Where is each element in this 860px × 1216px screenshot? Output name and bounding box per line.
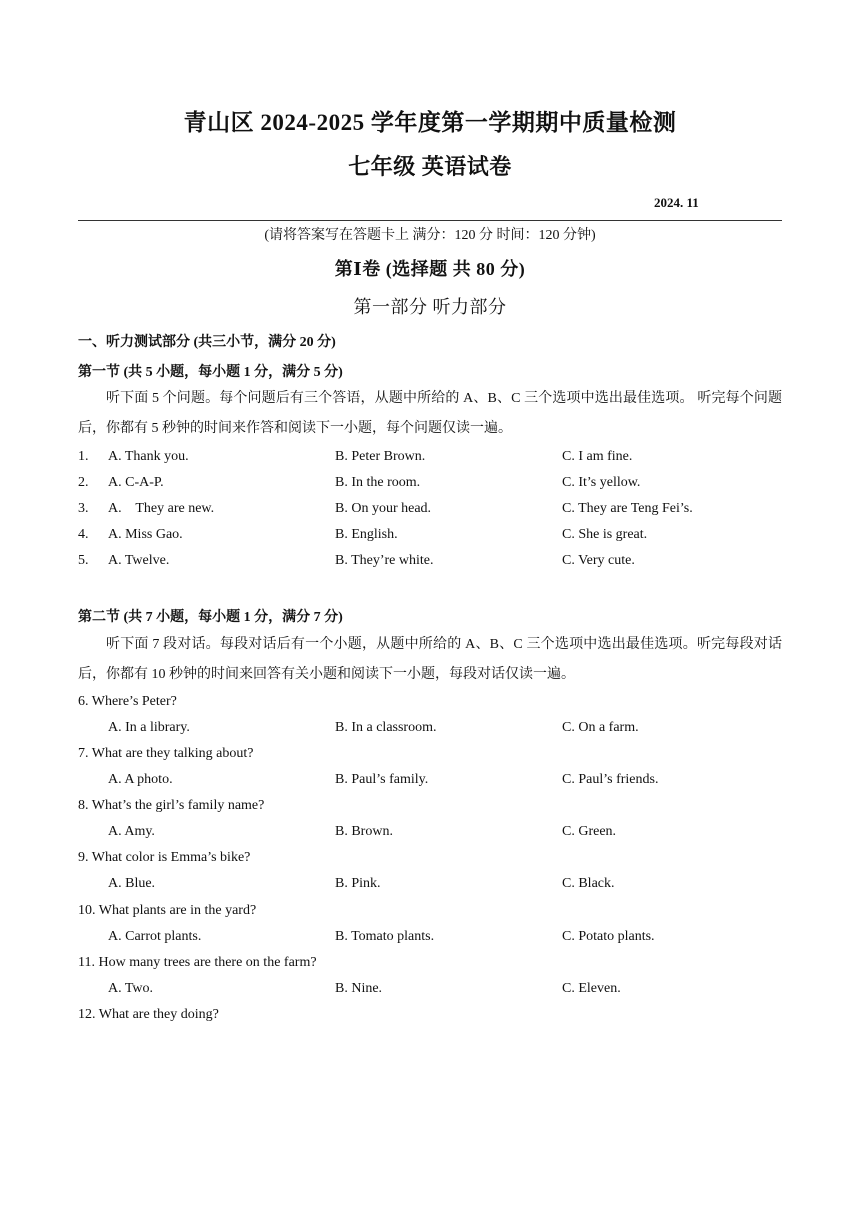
option-c: C. Eleven.: [562, 981, 621, 996]
question-item: [78, 553, 782, 575]
question-number: 1.: [78, 449, 89, 464]
question-item: [78, 527, 782, 549]
question-number: 2.: [78, 475, 89, 490]
volume-heading: 第Ⅰ卷 (选择题 共 80 分): [334, 259, 526, 279]
question-number: 5.: [78, 553, 89, 568]
option-a: A. Carrot plants.: [108, 929, 202, 944]
option-a: A. Two.: [108, 981, 154, 996]
options-row: [78, 876, 782, 898]
question-item: [78, 449, 782, 471]
exam-title: 青山区 2024-2025 学年度第一学期期中质量检测: [183, 110, 677, 135]
option-a: A. Miss Gao.: [108, 527, 183, 542]
options-row: [78, 929, 782, 951]
option-a: A. In a library.: [108, 720, 190, 735]
option-b: B. Peter Brown.: [335, 449, 426, 464]
option-c: C. Very cute.: [562, 553, 635, 568]
options-row: [78, 720, 782, 742]
question-item: [78, 501, 782, 523]
options-row: [78, 981, 782, 1003]
option-b: B. English.: [335, 527, 398, 542]
option-b: B. Paul’s family.: [335, 772, 429, 787]
question-stem: 7. What are they talking about?: [78, 746, 254, 761]
question-stem: 6. Where’s Peter?: [78, 694, 177, 709]
option-b: B. In the room.: [335, 475, 421, 490]
option-a: A. A photo.: [108, 772, 173, 787]
exam-date: 2024. 11: [654, 195, 699, 210]
question-number: 4.: [78, 527, 89, 542]
question-stem: 12. What are they doing?: [78, 1007, 219, 1022]
exam-subtitle: 七年级 英语试卷: [348, 154, 512, 179]
option-a: A. Blue.: [108, 876, 156, 891]
option-b: B. Nine.: [335, 981, 383, 996]
question-stem: 10. What plants are in the yard?: [78, 903, 257, 918]
option-c: C. Potato plants.: [562, 929, 655, 944]
option-c: C. It’s yellow.: [562, 475, 641, 490]
option-a: A. Twelve.: [108, 553, 170, 568]
question-stem: 8. What’s the girl’s family name?: [78, 798, 265, 813]
option-b: B. Tomato plants.: [335, 929, 435, 944]
question-item: [78, 475, 782, 497]
option-a: A. Thank you.: [108, 449, 189, 464]
option-a: A. C-A-P.: [108, 475, 164, 490]
question-stem: 11. How many trees are there on the farm?: [78, 955, 317, 970]
section-heading: 一、听力测试部分 (共三小节，满分 20 分): [78, 335, 336, 350]
subsection-2-heading: 第二节 (共 7 小题，每小题 1 分，满分 7 分): [78, 610, 343, 625]
option-c: C. She is great.: [562, 527, 648, 542]
options-row: [78, 772, 782, 794]
option-c: C. Green.: [562, 824, 617, 839]
option-a: A. Amy.: [108, 824, 155, 839]
question-number: 3.: [78, 501, 89, 516]
option-c: C. Paul’s friends.: [562, 772, 659, 787]
question-stem: 9. What color is Emma’s bike?: [78, 850, 251, 865]
subsection-1-heading: 第一节 (共 5 小题，每小题 1 分，满分 5 分): [78, 365, 343, 380]
option-b: B. Brown.: [335, 824, 393, 839]
option-b: B. They’re white.: [335, 553, 434, 568]
exam-note: (请将答案写在答题卡上 满分：120 分 时间：120 分钟): [264, 228, 596, 243]
header-divider: [78, 220, 782, 221]
part-heading: 第一部分 听力部分: [353, 297, 507, 317]
option-b: B. Pink.: [335, 876, 381, 891]
options-row: [78, 824, 782, 846]
option-c: C. Black.: [562, 876, 615, 891]
option-b: B. In a classroom.: [335, 720, 437, 735]
option-b: B. On your head.: [335, 501, 432, 516]
subsection-2-instructions: 听下面 7 段对话。每段对话后有一个小题，从题中所给的 A、B、C 三个选项中选出最佳选项。听完每段对话后，你都有 10 秒钟的时间来回答有关小题和阅读下一小题，每段对话仅读一遍。: [78, 637, 782, 682]
option-c: C. On a farm.: [562, 720, 639, 735]
option-c: C. I am fine.: [562, 449, 633, 464]
subsection-1-instructions: 听下面 5 个问题。每个问题后有三个答语，从题中所给的 A、B、C 三个选项中选出最佳选项。 听完每个问题后，你都有 5 秒钟的时间来作答和阅读下一小题，每个问题仅读一遍。: [78, 391, 782, 436]
option-c: C. They are Teng Fei’s.: [562, 501, 693, 516]
option-a: A. They are new.: [108, 501, 215, 516]
